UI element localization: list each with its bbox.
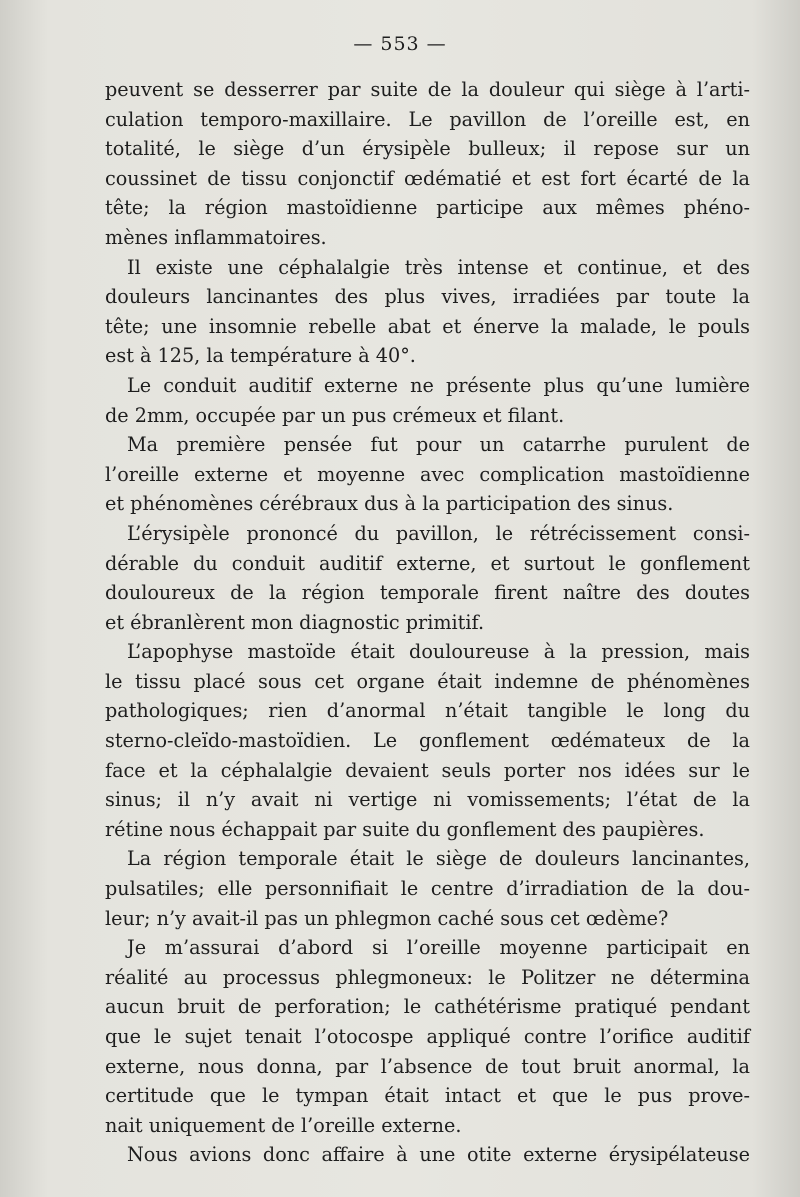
text-line: L’apophyse mastoïde était douloureuse à la pression, mais <box>127 640 750 664</box>
text-line: rétine nous échappait par suite du gonflement des paupières. <box>105 817 705 841</box>
text-line: et phénomènes cérébraux dus à la participation des sinus. <box>105 492 674 516</box>
text-line: sterno-cleïdo-mastoïdien. Le gonflement œdémateux de la <box>105 729 750 753</box>
text-line: Il existe une céphalalgie très intense et continue, et des <box>127 255 750 279</box>
text-line: sinus; il n’y avait ni vertige ni vomissements; l’état de la <box>105 788 750 812</box>
text-line: coussinet de tissu conjonctif œdématié et est fort écarté de la <box>105 166 750 190</box>
page-number: — 553 — <box>353 33 447 55</box>
text-line: leur; n’y avait-il pas un phlegmon caché sous cet œdème? <box>105 906 669 930</box>
text-line: externe, nous donna, par l’absence de tout bruit anormal, la <box>105 1054 750 1078</box>
text-line: et ébranlèrent mon diagnostic primitif. <box>105 610 485 634</box>
text-line: Nous avions donc affaire à une otite externe érysipélateuse <box>127 1143 750 1167</box>
text-lines <box>105 75 750 1170</box>
text-line: L’érysipèle prononcé du pavillon, le rétrécissement consi- <box>127 521 750 545</box>
text-line: tête; la région mastoïdienne participe aux mêmes phéno- <box>105 196 750 220</box>
text-line: tête; une insomnie rebelle abat et énerve la malade, le pouls <box>105 314 750 338</box>
text-line: dérable du conduit auditif externe, et surtout le gonflement <box>105 551 750 575</box>
text-line: de 2mm, occupée par un pus crémeux et filant. <box>105 403 565 427</box>
text-line: mènes inflammatoires. <box>105 225 327 249</box>
text-line: certitude que le tympan était intact et que le pus prove- <box>105 1084 750 1108</box>
text-line: peuvent se desserrer par suite de la douleur qui siège à l’arti- <box>105 78 750 101</box>
text-line: le tissu placé sous cet organe était indemne de phénomènes <box>105 669 750 693</box>
text-line: l’oreille externe et moyenne avec complication mastoïdienne <box>105 462 750 486</box>
text-line: douleurs lancinantes des plus vives, irradiées par toute la <box>105 285 750 309</box>
text-line: est à 125, la température à 40°. <box>105 344 416 368</box>
text-line: réalité au processus phlegmoneux: le Politzer ne détermina <box>105 965 750 989</box>
text-line: Le conduit auditif externe ne présente plus qu’une lumière <box>127 373 750 397</box>
text-line: Ma première pensée fut pour un catarrhe purulent de <box>127 433 750 457</box>
text-line: La région temporale était le siège de douleurs lancinantes, <box>127 847 750 871</box>
text-line: aucun bruit de perforation; le cathétérisme pratiqué pendant <box>105 995 750 1019</box>
text-line: nait uniquement de l’oreille externe. <box>105 1113 462 1137</box>
text-line: face et la céphalalgie devaient seuls porter nos idées sur le <box>105 758 750 782</box>
body-text <box>105 75 750 1170</box>
text-line: totalité, le siège d’un érysipèle bulleux; il repose sur un <box>105 137 750 161</box>
text-line: douloureux de la région temporale firent naître des doutes <box>105 581 750 605</box>
text-line: Je m’assurai d’abord si l’oreille moyenne participait en <box>127 936 750 960</box>
text-line: pulsatiles; elle personnifiait le centre d’irradiation de la dou- <box>105 877 750 901</box>
text-line: culation temporo-maxillaire. Le pavillon de l’oreille est, en <box>105 107 750 131</box>
text-line: pathologiques; rien d’anormal n’était tangible le long du <box>105 699 750 723</box>
text-line: que le sujet tenait l’otocospe appliqué contre l’orifice auditif <box>105 1025 750 1048</box>
